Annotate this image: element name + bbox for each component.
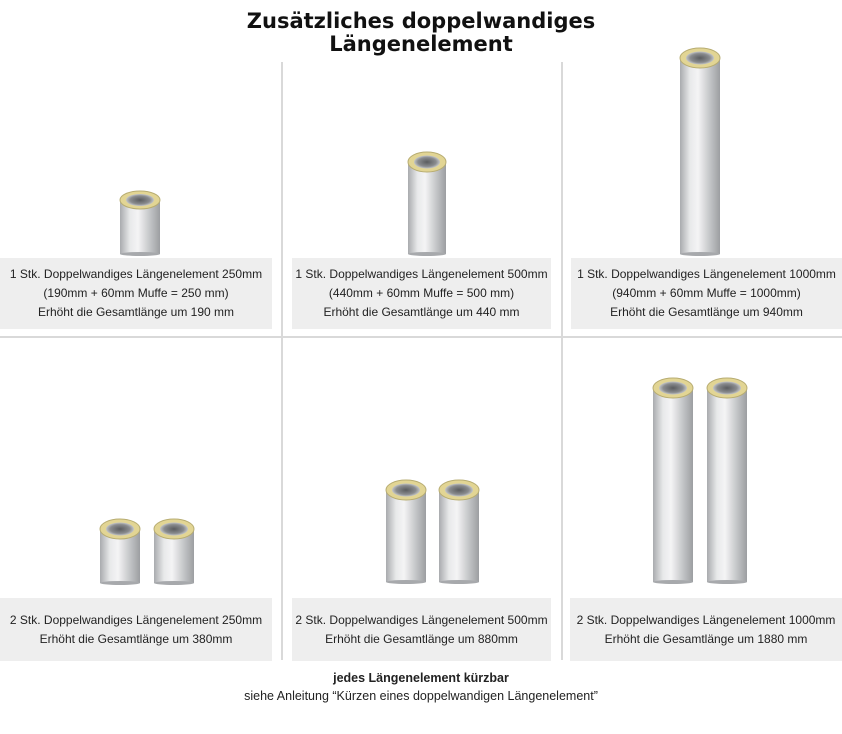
pipe-250mm-image	[96, 517, 144, 585]
caption-line: (190mm + 60mm Muffe = 250 mm)	[43, 286, 229, 300]
caption-line: (940mm + 60mm Muffe = 1000mm)	[612, 286, 801, 300]
note-instructions: siehe Anleitung “Kürzen eines doppelwandigen Längenelement”	[244, 689, 598, 703]
title-line-2: Längenelement	[329, 32, 513, 56]
pipe-250mm-image	[116, 190, 164, 256]
caption-line: Erhöht die Gesamtlänge um 1880 mm	[604, 631, 808, 646]
caption-line: Erhöht die Gesamtlänge um 940mm	[610, 305, 803, 319]
divider-vertical-1	[281, 62, 283, 660]
pipe-500mm-image	[404, 150, 450, 256]
caption-line: Erhöht die Gesamtlänge um 380mm	[39, 631, 233, 646]
caption-line: 1 Stk. Doppelwandiges Längenelement 250mm	[9, 267, 263, 281]
caption-panel-6	[570, 598, 842, 661]
caption-panel-3	[571, 258, 842, 329]
caption-line: 1 Stk. Doppelwandiges Längenelement 500mm	[295, 267, 548, 281]
pipe-500mm-image	[435, 478, 483, 584]
caption-line: Erhöht die Gesamtlänge um 880mm	[325, 631, 518, 646]
caption-panel-5	[292, 598, 551, 661]
pipe-1000mm-image	[703, 376, 751, 584]
caption-line: (440mm + 60mm Muffe = 500 mm)	[328, 286, 515, 300]
caption-line: 2 Stk. Doppelwandiges Längenelement 1000mm	[576, 612, 836, 627]
caption-line: 1 Stk. Doppelwandiges Längenelement 1000mm	[577, 267, 836, 281]
divider-horizontal	[0, 336, 842, 338]
divider-vertical-2	[561, 62, 563, 660]
caption-panel-1	[0, 258, 272, 329]
pipe-1000mm-image	[676, 46, 724, 256]
pipe-1000mm-image	[649, 376, 697, 584]
pipe-250mm-image	[150, 517, 198, 585]
pipe-500mm-image	[382, 478, 430, 584]
caption-line: 2 Stk. Doppelwandiges Längenelement 500mm	[295, 612, 548, 627]
caption-line: Erhöht die Gesamtlänge um 190 mm	[37, 305, 235, 319]
title-line-1: Zusätzliches doppelwandiges	[246, 9, 596, 33]
caption-line: 2 Stk. Doppelwandiges Längenelement 250mm	[9, 612, 263, 627]
caption-line: Erhöht die Gesamtlänge um 440 mm	[323, 305, 520, 319]
caption-panel-2	[292, 258, 551, 329]
note-shortenable: jedes Längenelement kürzbar	[333, 671, 509, 685]
caption-panel-4	[0, 598, 272, 661]
